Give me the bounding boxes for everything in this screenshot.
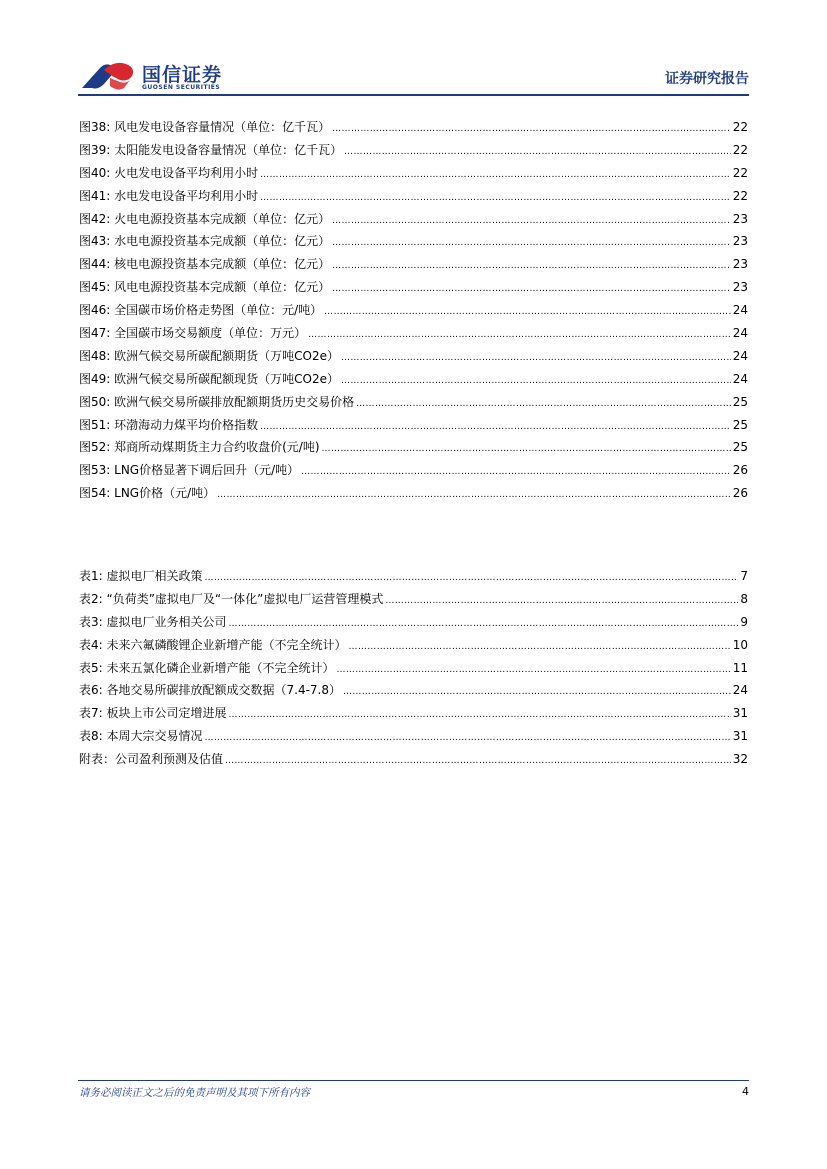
figure-entry-label: 图54: LNG价格（元/吨） bbox=[79, 486, 216, 501]
footer-disclaimer: 请务必阅读正文之后的免责声明及其项下所有内容 bbox=[79, 1087, 310, 1099]
figure-entry-page: 25 bbox=[732, 440, 748, 455]
brand-name-cn: 国信证券 bbox=[142, 64, 223, 86]
dot-leader bbox=[324, 301, 731, 324]
page-header bbox=[0, 0, 827, 100]
page-number: 4 bbox=[742, 1085, 749, 1098]
dot-leader bbox=[308, 324, 731, 347]
figure-entry[interactable] bbox=[79, 368, 748, 391]
figure-entry-page: 26 bbox=[732, 463, 748, 478]
figure-entry[interactable] bbox=[79, 162, 748, 185]
guosen-logo-icon bbox=[80, 58, 138, 92]
figure-entry-page: 24 bbox=[732, 371, 748, 386]
footer-divider bbox=[78, 1080, 749, 1081]
figure-entry-page: 24 bbox=[732, 326, 748, 341]
table-entry-page: 31 bbox=[732, 706, 748, 721]
figure-entry-label: 图44: 核电电源投资基本完成额（单位：亿元） bbox=[79, 257, 331, 272]
dot-leader bbox=[341, 347, 731, 370]
table-entry[interactable] bbox=[79, 657, 748, 680]
dot-leader bbox=[332, 118, 731, 141]
figure-entry-page: 23 bbox=[732, 211, 748, 226]
figure-entry[interactable] bbox=[79, 391, 748, 414]
table-entry-page: 31 bbox=[732, 729, 748, 744]
figure-entry-label: 图45: 风电电源投资基本完成额（单位：亿元） bbox=[79, 280, 331, 295]
figure-entry[interactable] bbox=[79, 345, 748, 368]
dot-leader bbox=[332, 210, 731, 233]
dot-leader bbox=[260, 187, 731, 210]
dot-leader bbox=[343, 681, 731, 704]
table-entry-page: 24 bbox=[732, 683, 748, 698]
figure-entry-page: 26 bbox=[732, 486, 748, 501]
figure-entry-page: 22 bbox=[732, 188, 748, 203]
dot-leader bbox=[205, 727, 731, 750]
figure-entry-label: 图52: 郑商所动煤期货主力合约收盘价(元/吨) bbox=[79, 440, 320, 455]
dot-leader bbox=[337, 659, 731, 682]
dot-leader bbox=[385, 590, 738, 613]
table-entry-label: 表8: 本周大宗交易情况 bbox=[79, 729, 203, 744]
figure-entry[interactable] bbox=[79, 459, 748, 482]
figure-entry-label: 图47: 全国碳市场交易额度（单位：万元） bbox=[79, 326, 307, 341]
table-entry-label: 表3: 虚拟电厂业务相关公司 bbox=[79, 614, 227, 629]
table-entry-label: 表7: 板块上市公司定增进展 bbox=[79, 706, 227, 721]
figure-entry[interactable] bbox=[79, 253, 748, 276]
table-entry-page: 8 bbox=[740, 591, 748, 606]
table-entry[interactable] bbox=[79, 702, 748, 725]
table-list bbox=[79, 565, 748, 771]
dot-leader bbox=[260, 416, 731, 439]
dot-leader bbox=[217, 484, 731, 507]
table-entry-label: 表4: 未来六氟磷酸锂企业新增产能（不完全统计） bbox=[79, 637, 347, 652]
figure-entry-label: 图40: 火电发电设备平均利用小时 bbox=[79, 165, 259, 180]
figure-entry[interactable] bbox=[79, 139, 748, 162]
figure-entry-label: 图49: 欧洲气候交易所碳配额现货（万吨CO2e） bbox=[79, 371, 339, 386]
table-entry[interactable] bbox=[79, 748, 748, 771]
figure-entry[interactable] bbox=[79, 208, 748, 231]
table-entry[interactable] bbox=[79, 565, 748, 588]
figure-entry-page: 23 bbox=[732, 280, 748, 295]
figure-entry-page: 24 bbox=[732, 348, 748, 363]
figure-entry-label: 图38: 风电发电设备容量情况（单位：亿千瓦） bbox=[79, 120, 331, 134]
figure-entry[interactable] bbox=[79, 299, 748, 322]
figure-entry-label: 图41: 水电发电设备平均利用小时 bbox=[79, 188, 259, 203]
figure-entry-label: 图42: 火电电源投资基本完成额（单位：亿元） bbox=[79, 211, 331, 226]
brand-name-en: GUOSEN SECURITIES bbox=[142, 84, 221, 91]
figure-list bbox=[79, 116, 748, 505]
table-entry-page: 10 bbox=[732, 637, 748, 652]
table-entry[interactable] bbox=[79, 725, 748, 748]
dot-leader bbox=[349, 636, 731, 659]
figure-entry-label: 图51: 环渤海动力煤平均价格指数 bbox=[79, 417, 259, 432]
dot-leader bbox=[225, 750, 731, 773]
figure-entry-page: 22 bbox=[732, 142, 748, 157]
figure-entry[interactable] bbox=[79, 482, 748, 505]
figure-entry[interactable] bbox=[79, 185, 748, 208]
table-entry-page: 7 bbox=[740, 569, 748, 583]
figure-entry[interactable] bbox=[79, 436, 748, 459]
figure-entry-label: 图50: 欧洲气候交易所碳排放配额期货历史交易价格 bbox=[79, 394, 355, 409]
figure-entry-label: 图53: LNG价格显著下调后回升（元/吨） bbox=[79, 463, 300, 478]
dot-leader bbox=[356, 393, 731, 416]
figure-entry[interactable] bbox=[79, 322, 748, 345]
figure-entry-page: 22 bbox=[732, 120, 748, 134]
table-entry[interactable] bbox=[79, 634, 748, 657]
table-entry-page: 9 bbox=[740, 614, 748, 629]
table-entry-label: 表1: 虚拟电厂相关政策 bbox=[79, 569, 203, 583]
table-entry-label: 附表：公司盈利预测及估值 bbox=[79, 752, 224, 767]
dot-leader bbox=[322, 438, 731, 461]
dot-leader bbox=[205, 567, 739, 590]
header-divider bbox=[78, 94, 749, 96]
figure-entry-page: 24 bbox=[732, 303, 748, 318]
dot-leader bbox=[341, 370, 731, 393]
figure-entry-label: 图48: 欧洲气候交易所碳配额期货（万吨CO2e） bbox=[79, 348, 339, 363]
figure-entry-label: 图43: 水电电源投资基本完成额（单位：亿元） bbox=[79, 234, 331, 249]
table-entry-label: 表5: 未来五氯化磷企业新增产能（不完全统计） bbox=[79, 660, 335, 675]
figure-entry-page: 25 bbox=[732, 417, 748, 432]
dot-leader bbox=[260, 164, 731, 187]
table-entry[interactable] bbox=[79, 588, 748, 611]
figure-entry-page: 23 bbox=[732, 234, 748, 249]
dot-leader bbox=[344, 141, 731, 164]
figure-entry[interactable] bbox=[79, 116, 748, 139]
dot-leader bbox=[332, 255, 731, 278]
brand-logo bbox=[80, 58, 260, 94]
figure-entry[interactable] bbox=[79, 414, 748, 437]
figure-entry-page: 22 bbox=[732, 165, 748, 180]
dot-leader bbox=[301, 461, 731, 484]
dot-leader bbox=[229, 613, 739, 636]
figure-entry[interactable] bbox=[79, 230, 748, 253]
dot-leader bbox=[332, 278, 731, 301]
figure-entry-label: 图39: 太阳能发电设备容量情况（单位：亿千瓦） bbox=[79, 142, 343, 157]
table-entry-label: 表2: “负荷类”虚拟电厂及“一体化”虚拟电厂运营管理模式 bbox=[79, 591, 384, 606]
table-entry[interactable] bbox=[79, 679, 748, 702]
figure-entry-page: 25 bbox=[732, 394, 748, 409]
figure-entry[interactable] bbox=[79, 276, 748, 299]
figure-entry-page: 23 bbox=[732, 257, 748, 272]
table-entry[interactable] bbox=[79, 611, 748, 634]
dot-leader bbox=[229, 704, 731, 727]
table-entry-page: 11 bbox=[732, 660, 748, 675]
dot-leader bbox=[332, 232, 731, 255]
table-entry-label: 表6: 各地交易所碳排放配额成交数据（7.4-7.8） bbox=[79, 683, 341, 698]
report-type-label: 证券研究报告 bbox=[665, 71, 749, 87]
table-entry-page: 32 bbox=[732, 752, 748, 767]
figure-entry-label: 图46: 全国碳市场价格走势图（单位：元/吨） bbox=[79, 303, 323, 318]
